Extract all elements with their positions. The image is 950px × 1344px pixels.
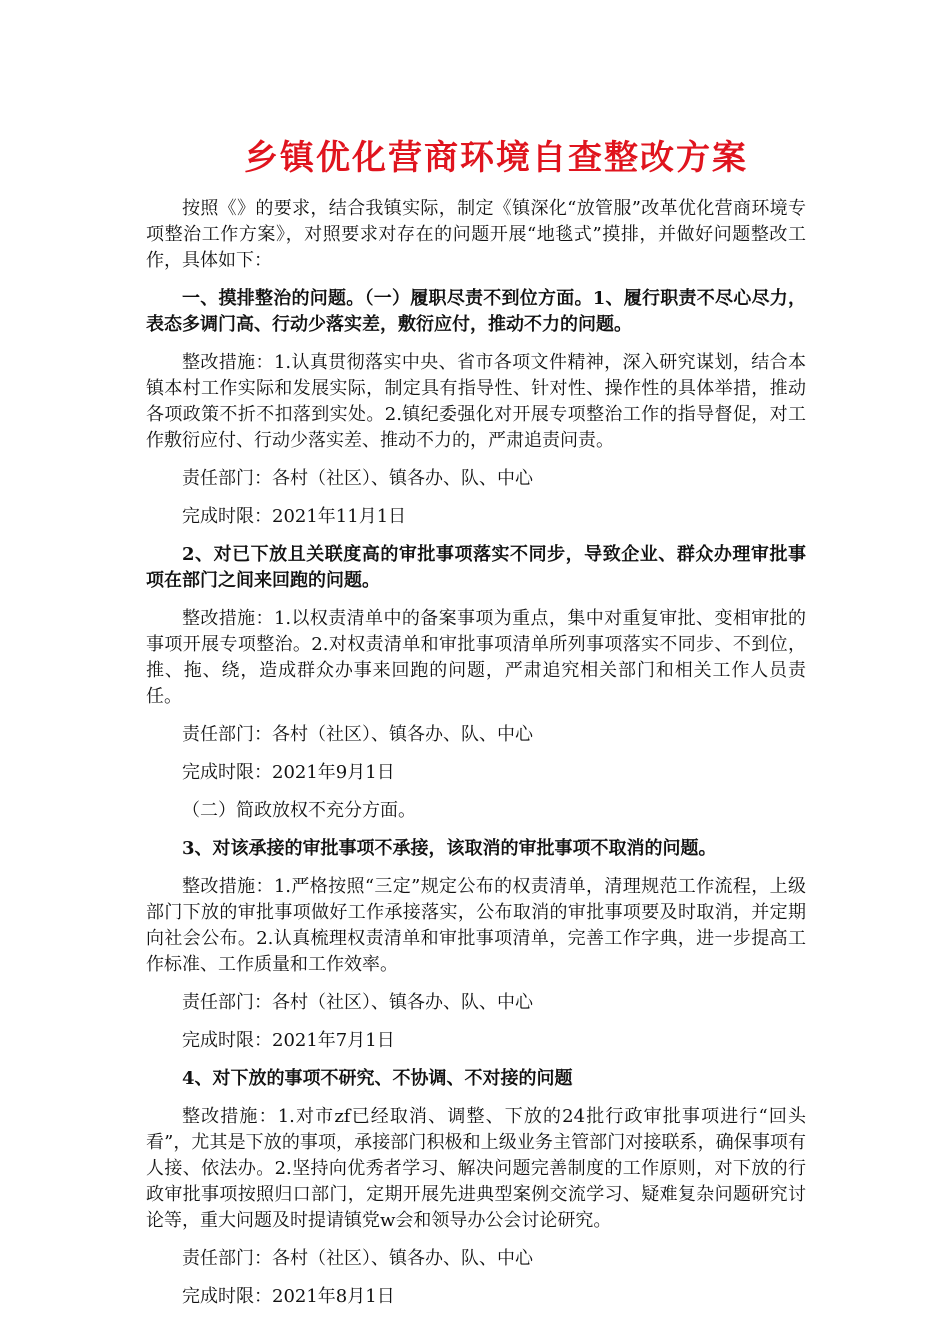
document-title: 乡镇优化营商环境自查整改方案 xyxy=(244,138,748,178)
item-2-measures: 整改措施：1.以权责清单中的备案事项为重点，集中对重复审批、变相审批的事项开展专项整治。2.对权责清单和审批事项清单所列事项落实不同步、不到位，推、拖、绕，造成群众办事来回跑的问题，严肃追究相关部门和相关工作人员责任。 xyxy=(146,608,806,707)
item-1-heading: 一、摸排整治的问题。（一）履职尽责不到位方面。1、履行职责不尽心尽力，表态多调门高、行动少落实差，敷衍应付，推动不力的问题。 xyxy=(146,288,806,335)
item-2-department: 责任部门：各村（社区）、镇各办、队、中心 xyxy=(182,724,533,745)
item-3-department: 责任部门：各村（社区）、镇各办、队、中心 xyxy=(182,992,533,1013)
item-1-deadline: 完成时限：2021年11月1日 xyxy=(182,506,407,527)
item-2-heading: 2、对已下放且关联度高的审批事项落实不同步，导致企业、群众办理审批事项在部门之间来回跑的问题。 xyxy=(146,544,806,591)
item-3-heading: 3、对该承接的审批事项不承接，该取消的审批事项不取消的问题。 xyxy=(182,838,717,859)
item-4-heading: 4、对下放的事项不研究、不协调、不对接的问题 xyxy=(182,1068,573,1089)
item-4-department: 责任部门：各村（社区）、镇各办、队、中心 xyxy=(182,1248,533,1269)
item-1-department: 责任部门：各村（社区）、镇各办、队、中心 xyxy=(182,468,533,489)
item-4-measures: 整改措施：1.对市zf已经取消、调整、下放的24批行政审批事项进行“回头看”，尤其是下放的事项，承接部门积极和上级业务主管部门对接联系，确保事项有人接、依法办。2.坚持向优秀者学习、解决问题完善制度的工作原则，对下放的行政审批事项按照归口部门，定期开展先进典型案例交流学习、疑难复杂问题研究讨论等，重大问题及时提请镇党w会和领导办公会讨论研究。 xyxy=(146,1106,806,1231)
item-3-measures: 整改措施：1.严格按照“三定”规定公布的权责清单，清理规范工作流程，上级部门下放的审批事项做好工作承接落实，公布取消的审批事项要及时取消，并定期向社会公布。2.认真梳理权责清单和审批事项清单，完善工作字典，进一步提高工作标准、工作质量和工作效率。 xyxy=(146,876,806,975)
item-3-deadline: 完成时限：2021年7月1日 xyxy=(182,1030,395,1051)
intro-paragraph: 按照《》的要求，结合我镇实际，制定《镇深化“放管服”改革优化营商环境专项整治工作方案》，对照要求对存在的问题开展“地毯式”摸排，并做好问题整改工作，具体如下： xyxy=(146,198,806,271)
item-1-measures: 整改措施：1.认真贯彻落实中央、省市各项文件精神，深入研究谋划，结合本镇本村工作实际和发展实际，制定具有指导性、针对性、操作性的具体举措，推动各项政策不折不扣落到实处。2.镇纪委强化对开展专项整治工作的指导督促，对工作敷衍应付、行动少落实差、推动不力的，严肃追责问责。 xyxy=(146,352,806,451)
subsection-heading: （二）简政放权不充分方面。 xyxy=(182,800,416,821)
document-page xyxy=(146,134,806,1322)
item-2-deadline: 完成时限：2021年9月1日 xyxy=(182,762,395,783)
item-4-deadline: 完成时限：2021年8月1日 xyxy=(182,1286,395,1307)
